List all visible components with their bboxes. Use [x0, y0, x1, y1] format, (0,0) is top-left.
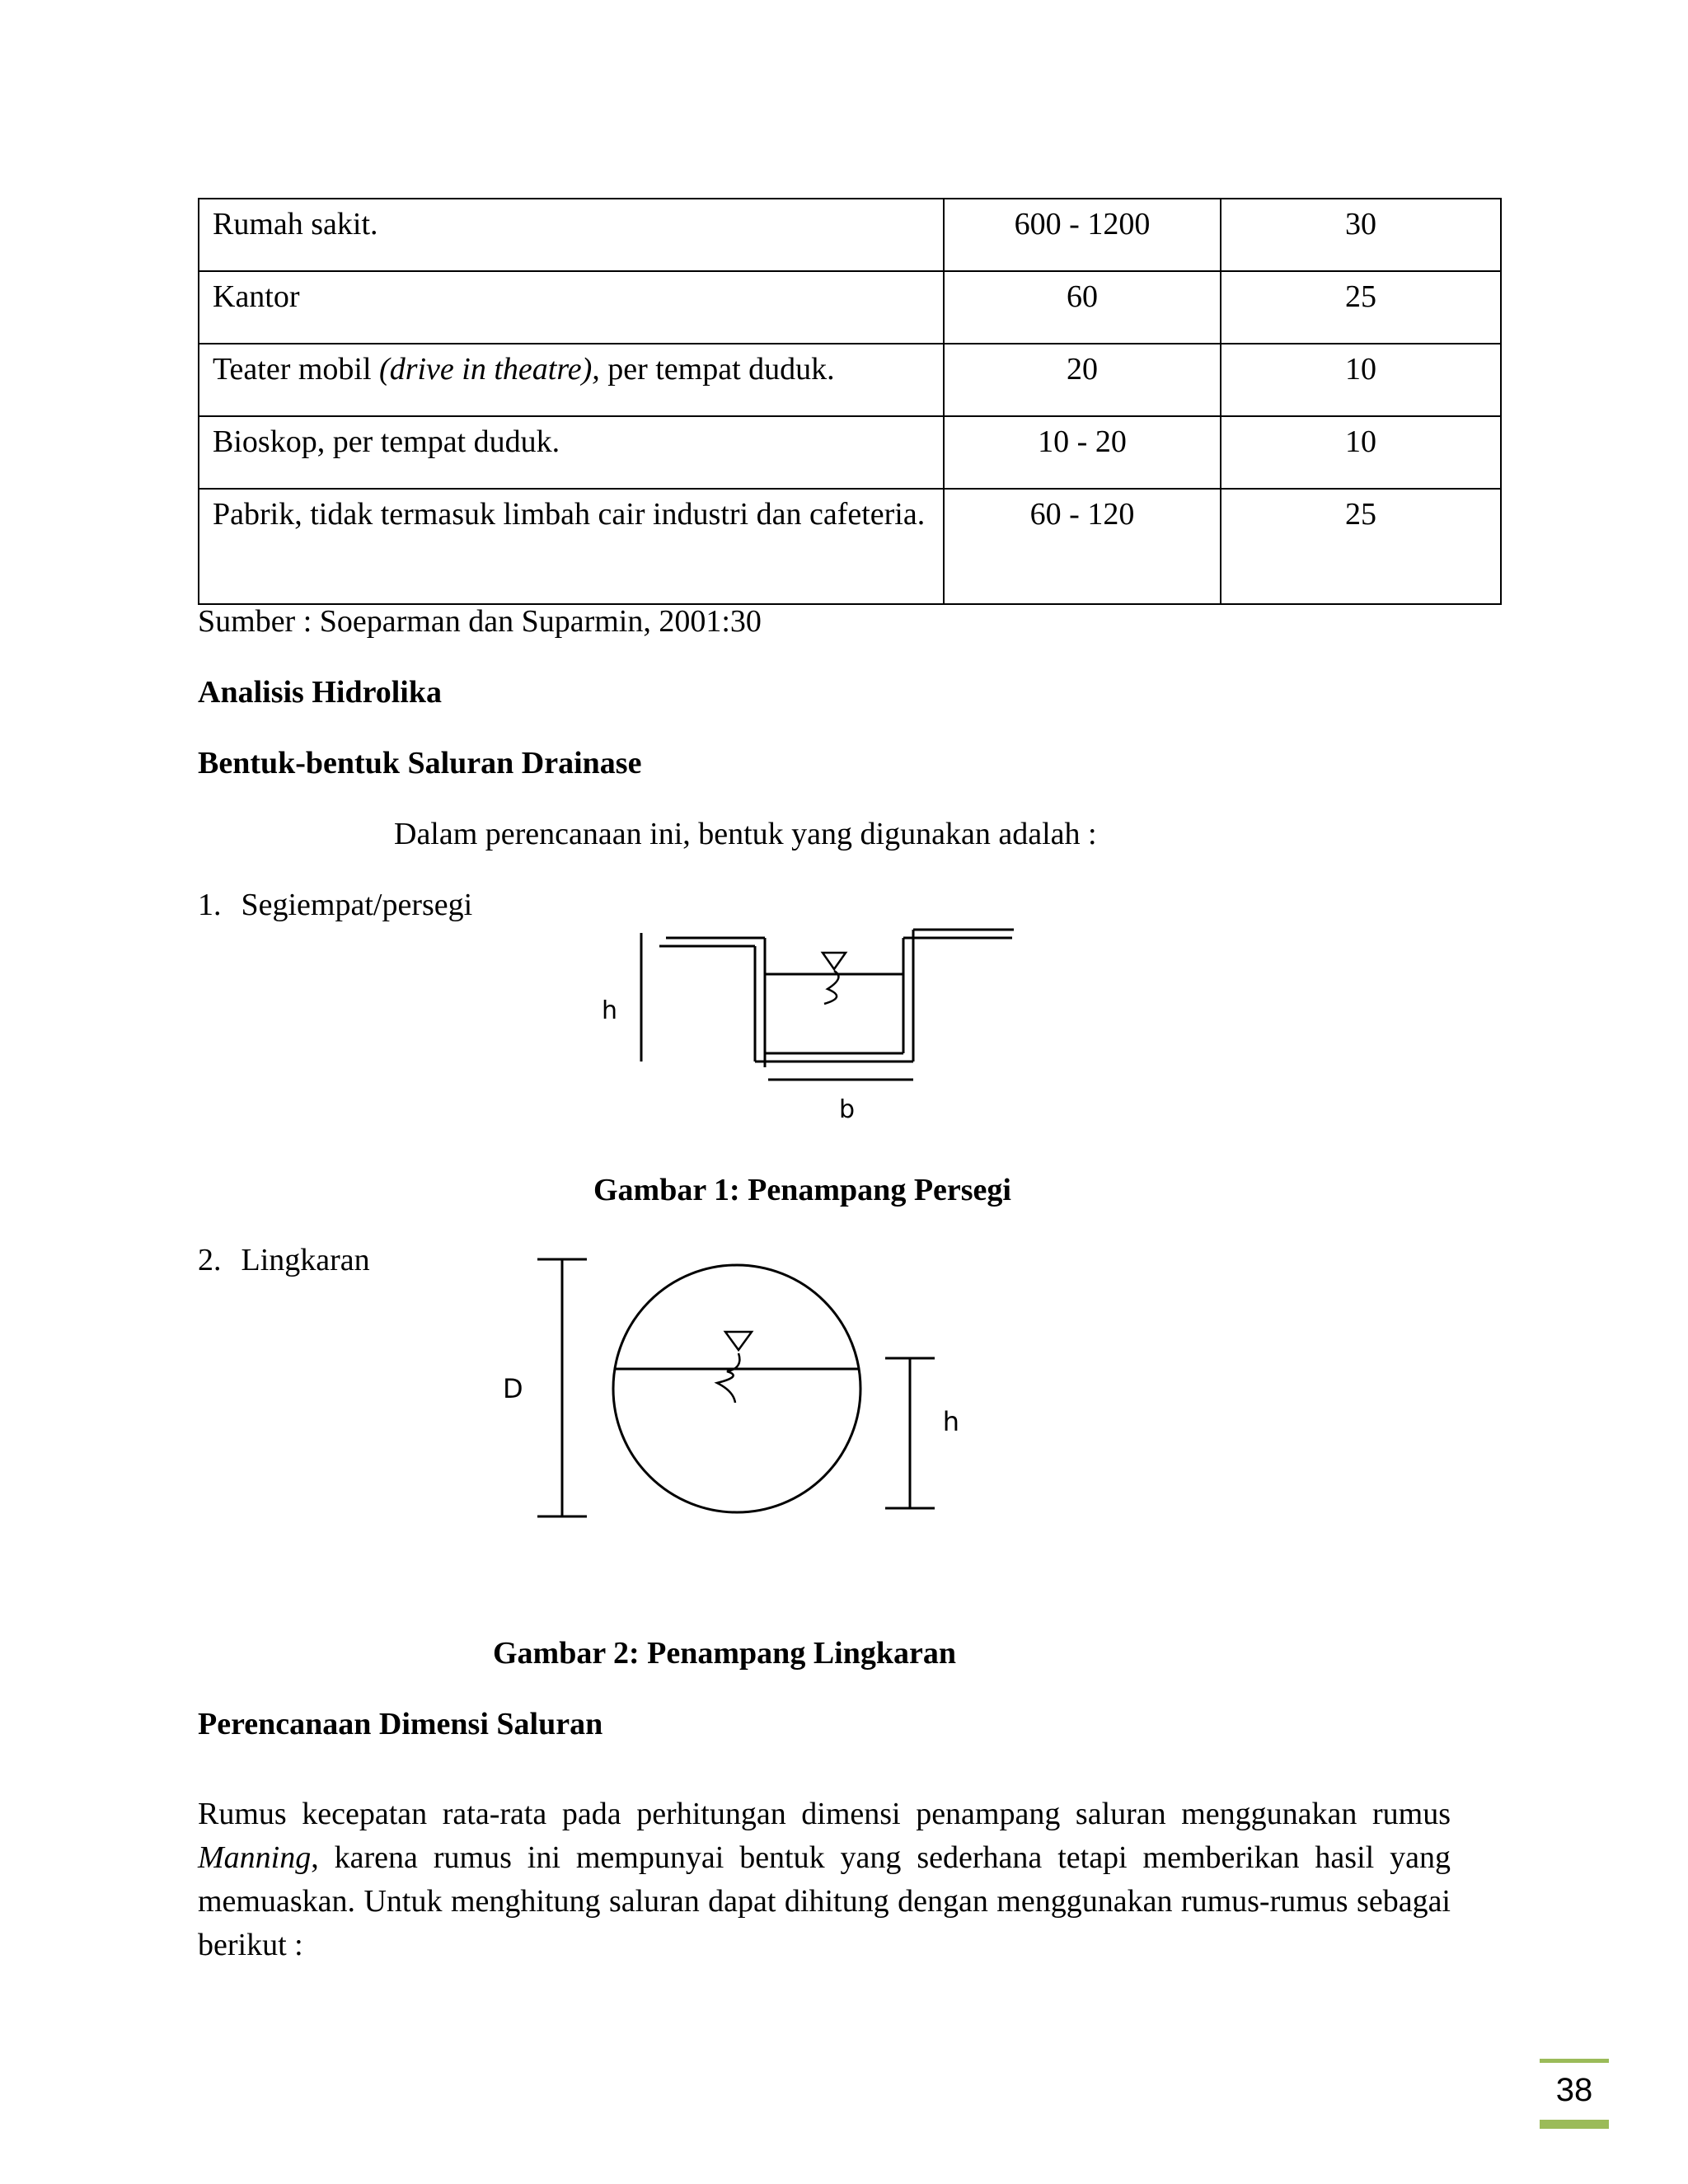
table-cell: Bioskop, per tempat duduk.	[199, 416, 944, 489]
table-source: Sumber : Soeparman dan Suparmin, 2001:30	[198, 604, 762, 639]
table-cell: 25	[1221, 271, 1501, 344]
table-cell: Pabrik, tidak termasuk limbah cair industri dan cafeteria.	[199, 489, 944, 604]
requirements-table	[198, 198, 1502, 605]
water-level-icon	[717, 1332, 752, 1403]
water-level-icon	[823, 953, 846, 1004]
table-row	[199, 271, 1501, 344]
cell-italic-text: (drive in theatre),	[379, 352, 600, 387]
table-row	[199, 344, 1501, 416]
body-paragraph	[198, 1793, 1451, 1967]
list-text: Segiempat/persegi	[241, 888, 473, 922]
table-cell: 60 - 120	[944, 489, 1221, 604]
table-cell: 25	[1221, 489, 1501, 604]
table-cell: 10	[1221, 416, 1501, 489]
dimension-label-b: b	[839, 1095, 856, 1124]
table-cell: 30	[1221, 199, 1501, 271]
list-number: 1.	[198, 888, 222, 922]
table-cell: Rumah sakit.	[199, 199, 944, 271]
table-cell: 10 - 20	[944, 416, 1221, 489]
subsection-heading: Bentuk-bentuk Saluran Drainase	[198, 746, 642, 780]
paragraph-text: Rumus kecepatan rata-rata pada perhitungan dimensi penampang saluran menggunakan rumus	[198, 1797, 1451, 1831]
table-cell	[199, 344, 944, 416]
subsection-heading: Perencanaan Dimensi Saluran	[198, 1707, 603, 1741]
circular-channel-figure	[478, 1236, 973, 1533]
table-cell: 600 - 1200	[944, 199, 1221, 271]
list-item	[198, 883, 472, 926]
table-row	[199, 416, 1501, 489]
list-item	[198, 1239, 370, 1282]
paragraph-text: , karena rumus ini mempunyai bentuk yang sederhana tetapi memberikan hasil yang memuaskan. Untuk menghitung saluran dapat dihitung dengan menggunakan rumus-rumus sebagai berikut :	[198, 1840, 1451, 1962]
dimension-label-h: h	[602, 996, 618, 1025]
page-number-rule-top	[1540, 2059, 1609, 2063]
table-cell: 20	[944, 344, 1221, 416]
intro-text: Dalam perencanaan ini, bentuk yang digunakan adalah :	[394, 817, 1097, 851]
table-cell: 60	[944, 271, 1221, 344]
figure-caption: Gambar 1: Penampang Persegi	[593, 1173, 1011, 1207]
table-cell: Kantor	[199, 271, 944, 344]
figure-caption: Gambar 2: Penampang Lingkaran	[493, 1636, 956, 1671]
list-number: 2.	[198, 1243, 222, 1277]
table-row	[199, 199, 1501, 271]
paragraph-italic: Manning	[198, 1840, 312, 1875]
list-text: Lingkaran	[241, 1243, 370, 1277]
table-cell: 10	[1221, 344, 1501, 416]
dimension-label-h: h	[942, 1406, 959, 1437]
section-heading: Analisis Hidrolika	[198, 675, 443, 710]
cell-text: per tempat duduk.	[599, 352, 835, 387]
table-row	[199, 489, 1501, 604]
rectangular-channel-figure	[577, 923, 1039, 1146]
cell-text: Teater mobil	[213, 352, 380, 387]
dimension-label-D: D	[503, 1373, 523, 1404]
page-number: 38	[1555, 2072, 1593, 2108]
page-number-rule-bottom	[1540, 2120, 1609, 2129]
